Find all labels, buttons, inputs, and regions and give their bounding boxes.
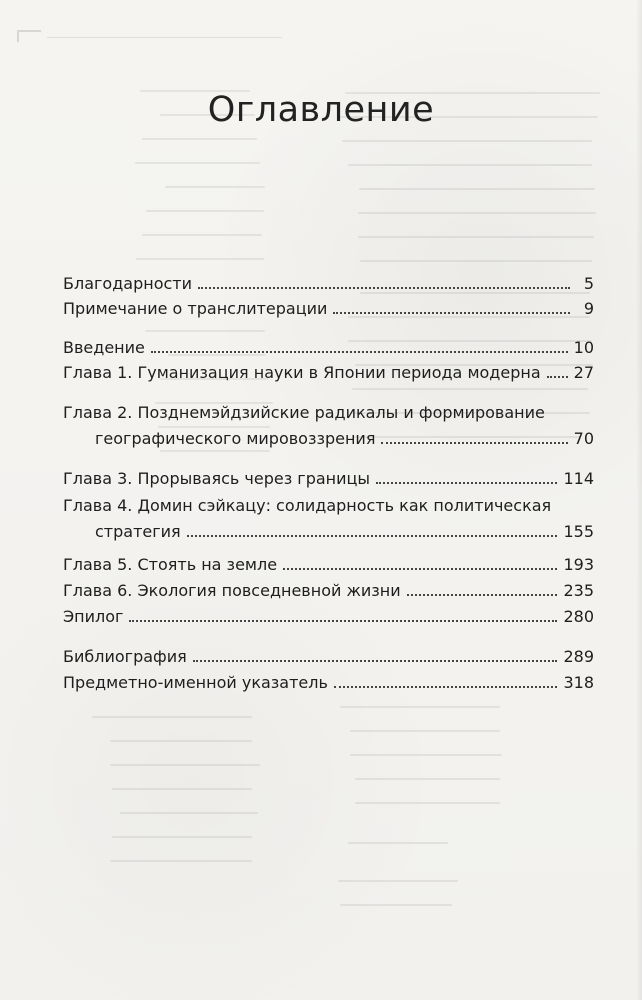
toc-item-page-number: 27: [573, 363, 594, 382]
dot-leader: [334, 686, 558, 688]
page-edge-shadow: [636, 0, 642, 1000]
toc-item-label: Глава 1. Гуманизация науки в Японии периода модерна: [63, 363, 541, 382]
toc-item-label-line-1: Глава 2. Позднемэйдзийские радикалы и формирование: [63, 403, 545, 422]
toc-item-page-number: 193: [563, 555, 594, 574]
toc-item-label-line-2: географического мировоззрения: [95, 429, 376, 448]
toc-item-label: Библиография: [63, 647, 187, 666]
toc-item-label: Эпилог: [63, 607, 124, 626]
running-header-mark: [17, 30, 292, 42]
toc-item-page-number: 318: [563, 673, 594, 692]
toc-item-page-number: 9: [583, 299, 594, 318]
dot-leader: [381, 442, 567, 444]
toc-item-page-number: 235: [563, 581, 594, 600]
toc-item-chapter-5[interactable]: [63, 553, 594, 576]
dot-leader: [198, 287, 570, 289]
toc-item-label: Предметно-именной указатель: [63, 673, 328, 692]
toc-item-label: Введение: [63, 338, 145, 357]
toc-item-introduction[interactable]: [63, 336, 594, 359]
toc-item-label: Примечание о транслитерации: [63, 299, 328, 318]
toc-item-transliteration-note[interactable]: [63, 297, 594, 320]
dot-leader: [129, 620, 557, 622]
header-rule: [47, 37, 282, 38]
dot-leader: [151, 351, 568, 353]
toc-item-chapter-6[interactable]: [63, 579, 594, 602]
toc-item-bibliography[interactable]: [63, 645, 594, 668]
dot-leader: [547, 376, 568, 378]
toc-item-label-line-2: стратегия: [95, 522, 181, 541]
toc-item-chapter-2[interactable]: [63, 401, 594, 450]
dot-leader: [333, 312, 570, 314]
toc-item-page-number: 114: [563, 469, 594, 488]
toc-item-label: Глава 6. Экология повседневной жизни: [63, 581, 401, 600]
page-title: Оглавление: [207, 90, 435, 130]
toc-item-label: Глава 5. Стоять на земле: [63, 555, 278, 574]
toc-item-page-number: 289: [563, 647, 594, 666]
dot-leader: [187, 535, 558, 537]
table-of-contents: [63, 272, 594, 694]
toc-item-chapter-1[interactable]: [63, 361, 594, 384]
toc-item-epilogue[interactable]: [63, 605, 594, 628]
toc-item-page-number: 280: [563, 607, 594, 626]
toc-item-chapter-3[interactable]: [63, 467, 594, 490]
dot-leader: [193, 660, 558, 662]
toc-item-label-line-1: Глава 4. Домин сэйкацу: солидарность как политическая: [63, 496, 552, 515]
toc-item-acknowledgements[interactable]: [63, 272, 594, 295]
toc-item-page-number: 155: [563, 522, 594, 541]
toc-item-page-number: 5: [583, 274, 594, 293]
dot-leader: [283, 568, 557, 570]
toc-item-page-number: 70: [573, 429, 594, 448]
header-corner-mark: [17, 30, 41, 42]
toc-item-index[interactable]: [63, 671, 594, 694]
dot-leader: [407, 594, 558, 596]
dot-leader: [376, 482, 557, 484]
toc-item-label: Глава 3. Прорываясь через границы: [63, 469, 371, 488]
toc-item-label: Благодарности: [63, 274, 192, 293]
toc-item-page-number: 10: [573, 338, 594, 357]
toc-item-chapter-4[interactable]: [63, 494, 594, 543]
